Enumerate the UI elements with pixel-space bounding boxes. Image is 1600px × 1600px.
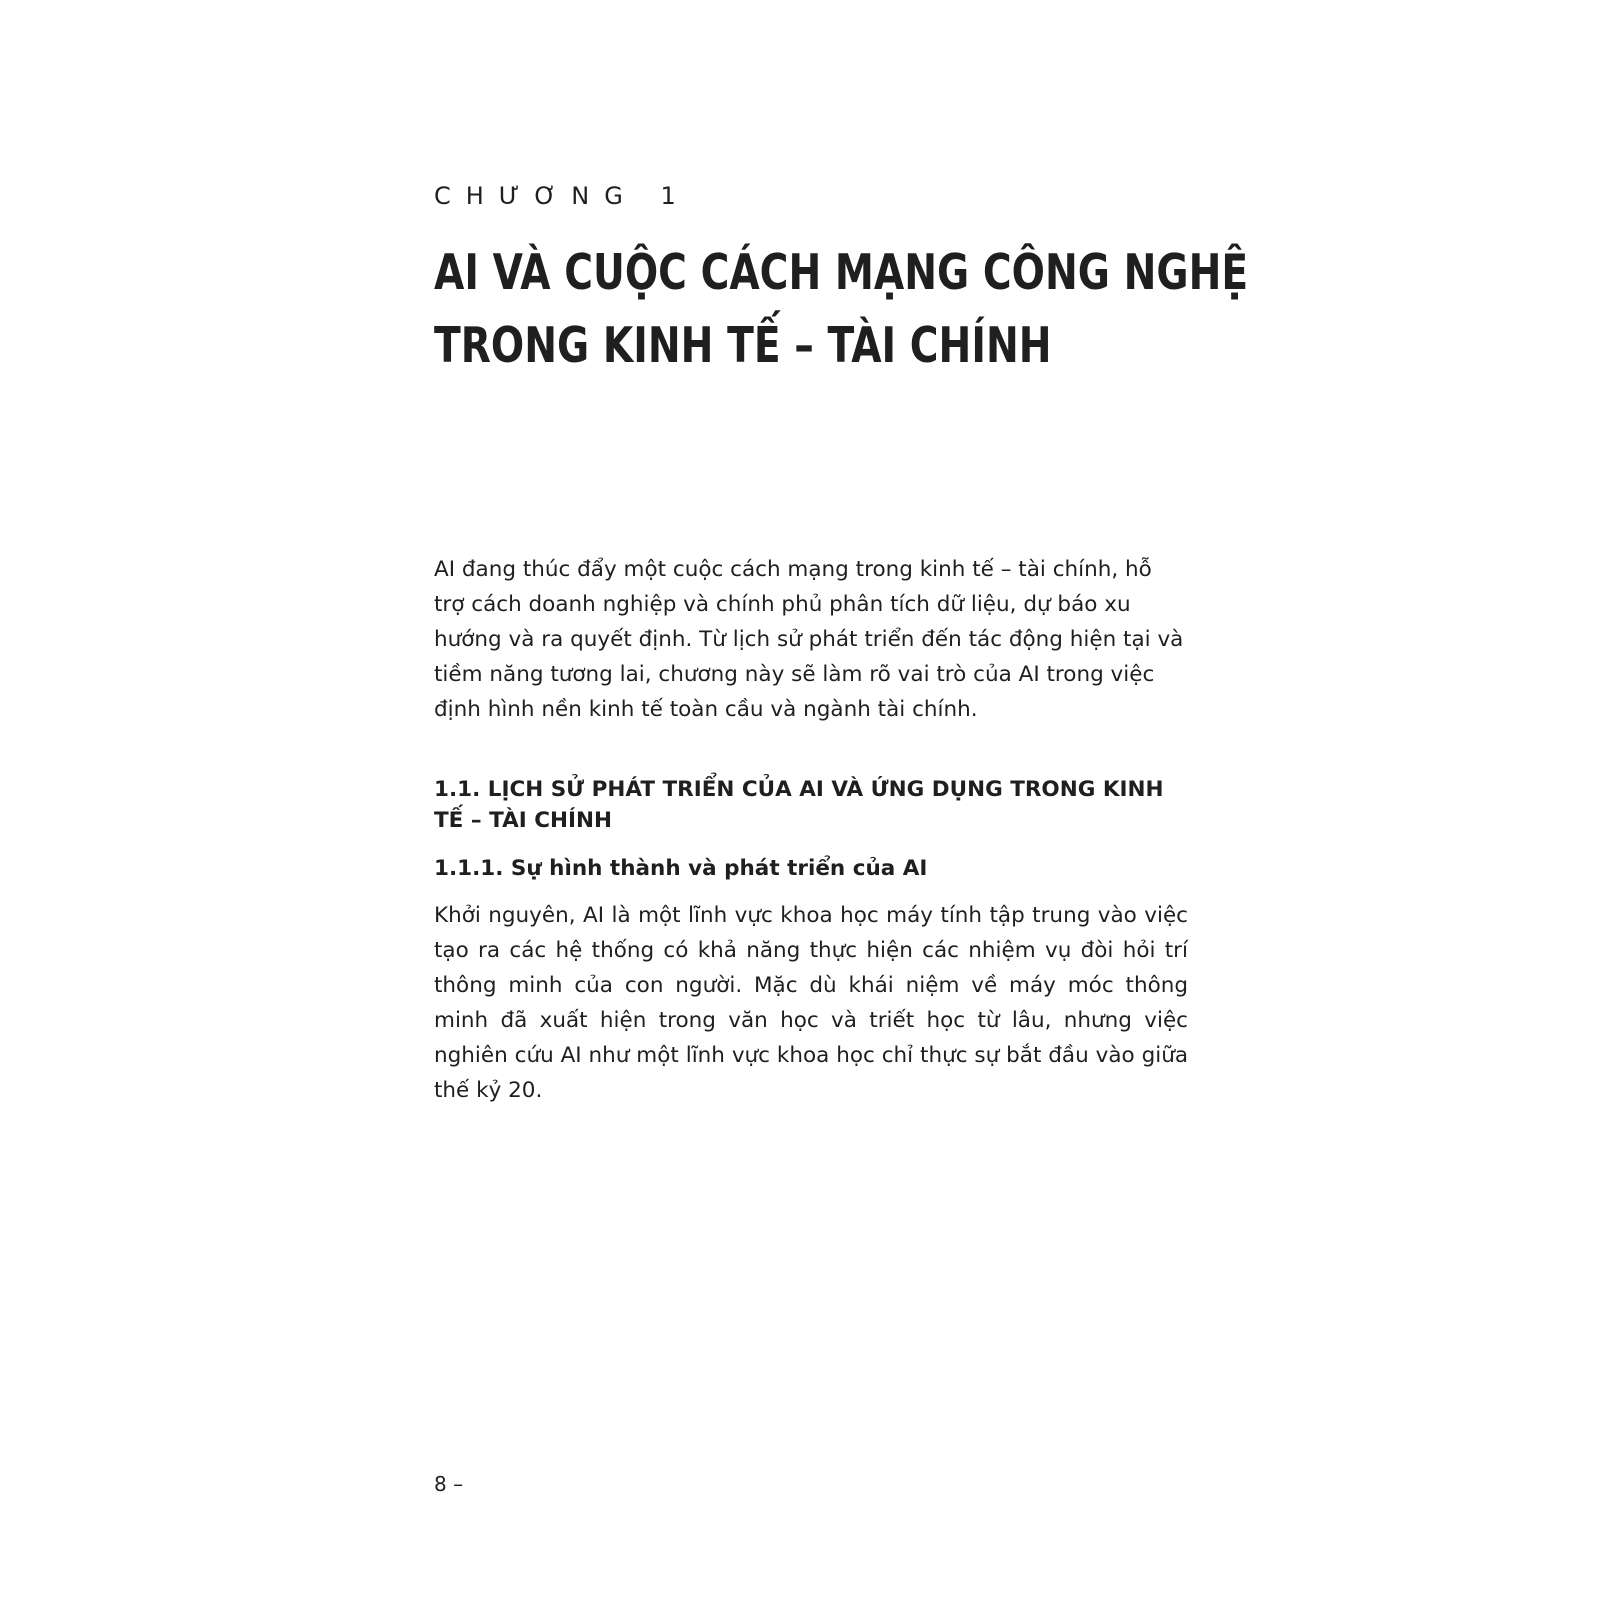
intro-paragraph: AI đang thúc đẩy một cuộc cách mạng trong kinh tế – tài chính, hỗ trợ cách doanh nghiệp và chính phủ phân tích dữ liệu, dự báo xu hướng và ra quyết định. Từ lịch sử phát triển đến tác động hiện tại và tiềm năng tương lai, chương này sẽ làm rõ vai trò của AI trong việc định hình nền kinh tế toàn cầu và ngành tài chính. [434,557,1184,722]
page-number: 8 – [434,1472,464,1496]
chapter-title [434,236,1249,382]
chapter-title-line-1: AI VÀ CUỘC CÁCH MẠNG CÔNG NGHỆ [434,244,1249,301]
subsection-heading: 1.1.1. Sự hình thành và phát triển của AI [434,856,928,881]
section-heading: 1.1. LỊCH SỬ PHÁT TRIỂN CỦA AI VÀ ỨNG DỤNG TRONG KINH TẾ – TÀI CHÍNH [434,777,1164,833]
body-paragraph: Khởi nguyên, AI là một lĩnh vực khoa học máy tính tập trung vào việc tạo ra các hệ thống có khả năng thực hiện các nhiệm vụ đòi hỏi trí thông minh của con người. Mặc dù khái niệm về máy móc thông minh đã xuất hiện trong văn học và triết học từ lâu, nhưng việc nghiên cứu AI như một lĩnh vực khoa học chỉ thực sự bắt đầu vào giữa thế kỷ 20. [434,903,1188,1103]
chapter-label: CHƯƠNG 1 [434,182,691,210]
chapter-title-line-2: TRONG KINH TẾ – TÀI CHÍNH [434,317,1052,374]
